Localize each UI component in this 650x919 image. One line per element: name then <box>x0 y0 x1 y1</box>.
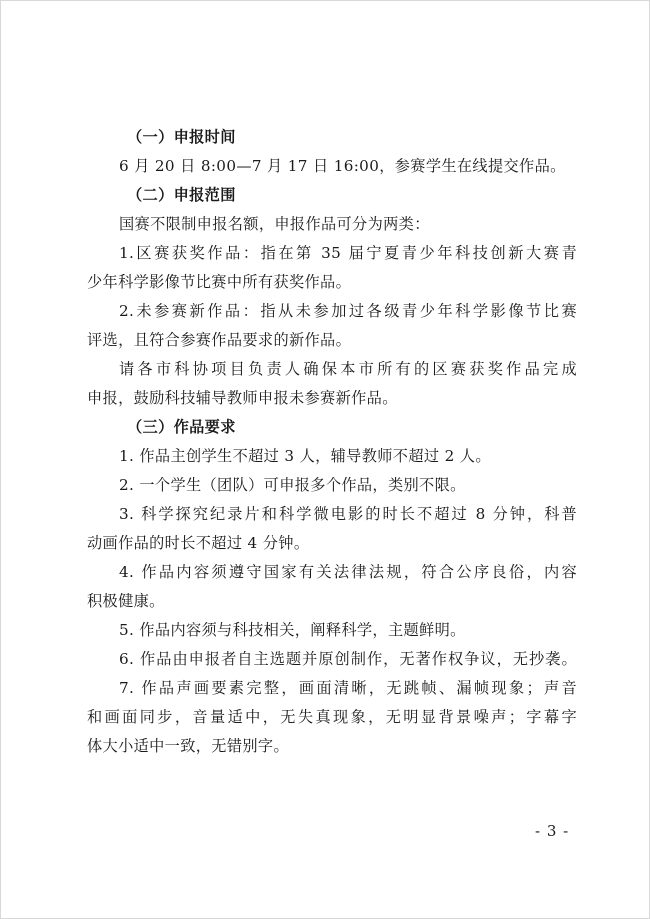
paragraph-line: 积极健康。 <box>87 592 165 610</box>
section-heading-submission-time: （一）申报时间 <box>127 128 236 146</box>
paragraph-line: 国赛不限制申报名额，申报作品可分为两类： <box>119 215 430 233</box>
paragraph-line: 1. 作品主创学生不超过 3 人，辅导教师不超过 2 人。 <box>119 447 491 465</box>
paragraph-line: 4. 作品内容须遵守国家有关法律法规，符合公序良俗，内容 <box>119 563 577 581</box>
paragraph-line: 2.未参赛新作品：指从未参加过各级青少年科学影像节比赛 <box>119 302 577 320</box>
paragraph-line: 申报，鼓励科技辅导教师申报未参赛新作品。 <box>87 389 398 407</box>
document-body <box>87 123 577 761</box>
paragraph-line: 体大小适中一致，无错别字。 <box>87 737 289 755</box>
page-number: - 3 - <box>535 822 570 840</box>
paragraph-line: 2. 一个学生（团队）可申报多个作品，类别不限。 <box>119 476 466 494</box>
paragraph-line: 3. 科学探究纪录片和科学微电影的时长不超过 8 分钟，科普 <box>119 505 577 523</box>
paragraph-line: 少年科学影像节比赛中所有获奖作品。 <box>87 273 352 291</box>
paragraph-line: 5. 作品内容须与科技相关，阐释科学，主题鲜明。 <box>119 621 466 639</box>
section-heading-work-requirements: （三）作品要求 <box>127 418 236 436</box>
paragraph-line: 和画面同步，音量适中，无失真现象，无明显背景噪声；字幕字 <box>87 708 577 726</box>
section-heading-submission-scope: （二）申报范围 <box>127 186 236 204</box>
paragraph-line: 动画作品的时长不超过 4 分钟。 <box>87 534 310 552</box>
paragraph-line: 6 月 20 日 8:00—7 月 17 日 16:00，参赛学生在线提交作品。 <box>119 157 566 175</box>
paragraph-line: 请各市科协项目负责人确保本市所有的区赛获奖作品完成 <box>119 360 577 378</box>
paragraph-line: 6. 作品由申报者自主选题并原创制作，无著作权争议，无抄袭。 <box>119 650 577 668</box>
paragraph-line: 1.区赛获奖作品：指在第 35 届宁夏青少年科技创新大赛青 <box>119 244 577 262</box>
paragraph-line: 7. 作品声画要素完整，画面清晰，无跳帧、漏帧现象；声音 <box>119 679 577 697</box>
paragraph-line: 评选，且符合参赛作品要求的新作品。 <box>87 331 352 349</box>
